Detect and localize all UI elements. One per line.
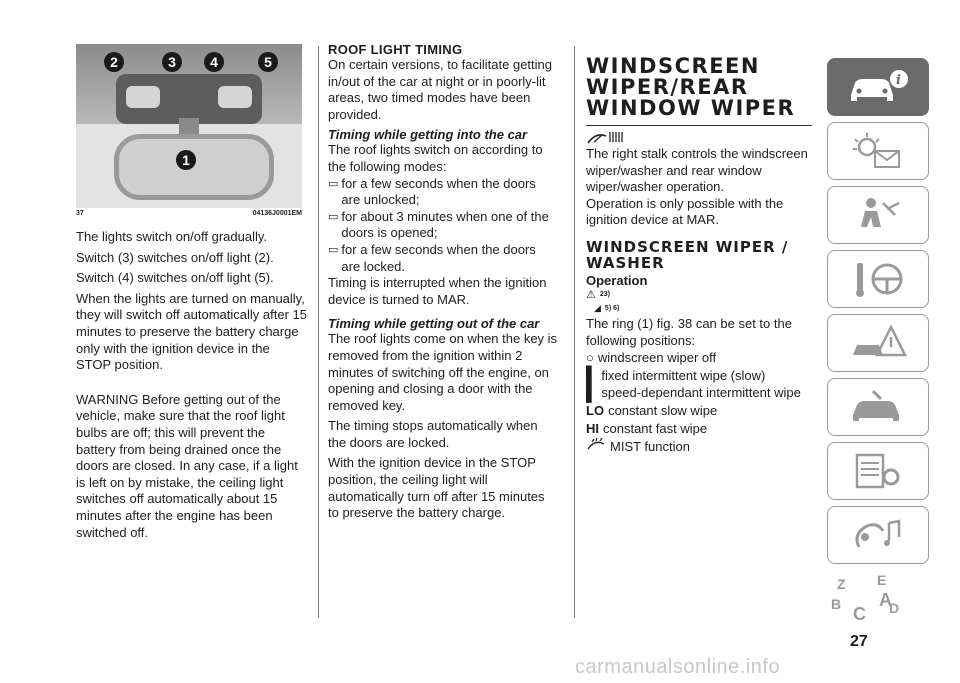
callout-4: 4 [204, 52, 224, 72]
tab-starting-driving[interactable] [827, 250, 929, 308]
roof-light-figure [76, 44, 302, 208]
column-right: WINDSCREEN WIPER/REAR WINDOW WIPER The right stalk controls the windscreen wiper/washer and rear window wiper/washer operation. Operation is only possible with the ignition device at MAR. WINDSCREEN WIPER / WASHER Operation ⚠ 23) ◢ 5) 6) The ring (1) fig. 38 can be set to the following positions: ○ windscreen wiper off ▌ fixed intermittent wipe (slow) ▌ speed-dependant intermittent wipe LO constant slow wipe HI constant fast wipe MIST function [586, 56, 818, 457]
hi-icon: HI [586, 420, 599, 436]
wiper-mode-lo: LO constant slow wipe [586, 402, 718, 419]
subheading: Timing while getting into the car [328, 127, 528, 143]
paragraph: Switch (3) switches on/off light (2). [76, 249, 274, 265]
list-item: ▭ for a few seconds when the doors are unlocked; [328, 175, 536, 208]
paragraph: The lights switch on/off gradually. [76, 229, 268, 244]
lo-icon: LO [586, 403, 605, 419]
column-divider [574, 46, 575, 618]
svg-text:i: i [896, 73, 901, 88]
off-circle-icon: ○ [586, 350, 594, 366]
wiper-mode-hi: HI constant fast wipe [586, 420, 708, 436]
car-info-icon [843, 65, 913, 109]
paragraph: Timing is interrupted when the ignition device is turned to MAR. [328, 275, 547, 307]
intermittent-bar-icon: ▌ [586, 384, 598, 402]
tab-safety[interactable] [827, 186, 929, 244]
callout-3: 3 [162, 52, 182, 72]
multimedia-icon [843, 513, 913, 557]
figure-code: 04136J0001EM [252, 210, 302, 217]
paragraph: Operation is only possible with the ignition device at MAR. [586, 195, 784, 228]
column-middle [328, 42, 558, 522]
section-heading: ROOF LIGHT TIMING [328, 42, 463, 57]
page-number: 27 [850, 633, 868, 650]
tab-lights-messages[interactable] [827, 122, 929, 180]
watermark: carmanualsonline.info [575, 656, 781, 678]
light-envelope-icon [843, 129, 913, 173]
note-icon: ◢ [594, 303, 601, 314]
tab-index[interactable]: Z E B A C D [831, 572, 900, 624]
subsection-heading: WINDSCREEN WIPER / [586, 237, 789, 256]
tab-vehicle-info[interactable] [827, 58, 929, 116]
wiper-icon [586, 130, 818, 146]
square-bullet-icon: ▭ [328, 177, 339, 190]
figure-caption [76, 210, 302, 217]
list-item: ▭ for about 3 minutes when one of the doors is opened; [328, 208, 549, 241]
square-bullet-icon: ▭ [328, 243, 339, 256]
paragraph: The timing stops automatically when the doors are locked. [328, 418, 538, 450]
tab-maintenance[interactable] [827, 378, 929, 436]
intermittent-bar-icon: ▌ [586, 367, 598, 385]
paragraph: The right stalk controls the windscreen wiper/washer and rear window wiper/washer operation. [586, 146, 808, 195]
square-bullet-icon: ▭ [328, 210, 339, 223]
paragraph: With the ignition device in the STOP position, the ceiling light will automatically turn off after 15 minutes to preserve the battery charge. [328, 455, 545, 521]
wiper-mode-off: ○ windscreen wiper off [586, 350, 717, 366]
callout-2: 2 [104, 52, 124, 72]
wiper-mode-speed-dependant: ▌ speed-dependant intermittent wipe [586, 384, 801, 402]
list-item: ▭ for a few seconds when the doors are locked. [328, 241, 536, 274]
warning-text: WARNING Before getting out of the vehicle, make sure that the roof light bulbs are off; this will prevent the battery from being drained once the doors are closed. In any case, if a light is left on by mistake, the ceiling light switches off automatically about 15 minutes after the engine has been switched off. [76, 391, 298, 540]
paragraph: The roof lights come on when the key is removed from the ignition within 2 minutes of switching off the engine, on opening and closing a door with the removed key. [328, 331, 558, 413]
paragraph: On certain versions, to facilitate getting in/out of the car at night or in poorly-lit areas, two timed modes have been provided. [328, 57, 553, 122]
section-heading: WINDSCREEN [586, 54, 760, 78]
wiper-mode-mist: MIST function [586, 438, 818, 457]
column-left [76, 44, 308, 541]
paragraph: The ring (1) fig. 38 can be set to the following positions: [586, 315, 792, 348]
column-divider [318, 46, 319, 618]
roof-light-unit [116, 74, 262, 124]
callout-5: 5 [258, 52, 278, 72]
seat-airbag-icon [843, 193, 913, 237]
operation-heading: Operation [586, 272, 648, 288]
mist-icon [586, 438, 606, 457]
list-gear-icon [843, 449, 913, 493]
tab-emergency[interactable] [827, 314, 929, 372]
tab-multimedia[interactable] [827, 506, 929, 564]
heading-rule [586, 125, 812, 126]
paragraph: When the lights are turned on manually, they will switch off automatically after 15 minutes to preserve the battery charge only with the ignition device in the STOP position. [76, 290, 307, 373]
callout-1: 1 [176, 150, 196, 170]
note-reference: ◢ 5) 6) [594, 303, 620, 314]
warning-reference: ⚠ 23) [586, 289, 610, 302]
figure-number: 37 [76, 210, 84, 217]
paragraph: Switch (4) switches on/off light (5). [76, 270, 274, 286]
tab-technical-data[interactable] [827, 442, 929, 500]
wiper-mode-slow-intermittent: ▌ fixed intermittent wipe (slow) [586, 367, 766, 385]
key-steering-icon [843, 257, 913, 301]
car-service-icon [843, 385, 913, 429]
paragraph: The roof lights switch on according to the following modes: [328, 142, 543, 174]
chapter-tab-bar [827, 58, 929, 626]
warning-car-icon [843, 321, 913, 365]
subheading: Timing while getting out of the car [328, 316, 540, 332]
rear-view-mirror [114, 134, 274, 200]
warning-triangle-icon: ⚠ [586, 289, 596, 302]
